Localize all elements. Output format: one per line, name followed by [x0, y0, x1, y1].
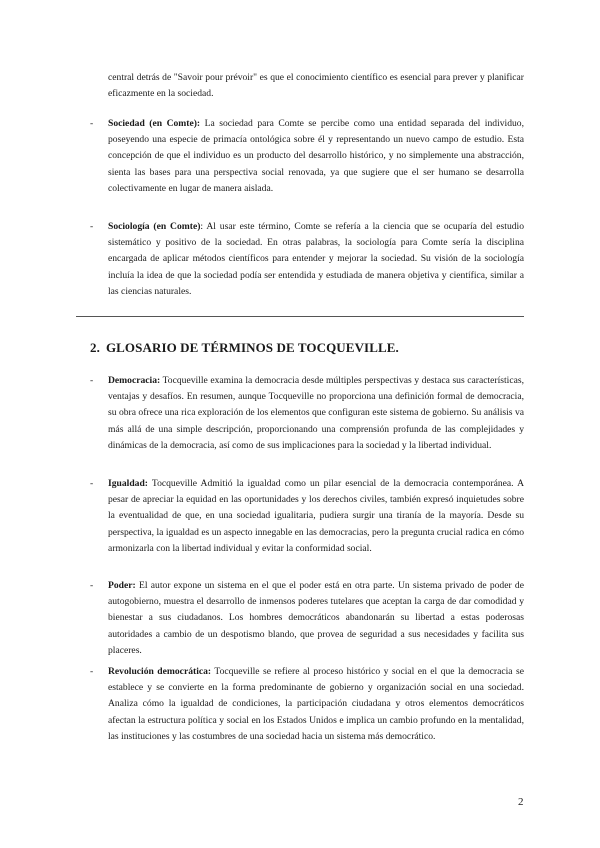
- glossary-entry-text: [108, 664, 524, 745]
- glossary-definition: : Al usar este término, Comte se refería a la ciencia que se ocuparía del estudio sistemático y positivo de la sociedad. En otras palabras, la sociología para Comte sería la disciplina encargada de aplicar métodos científicos para entender y mejorar la sociedad. Su visión de la sociología incluía la idea de que la sociedad podía ser entendida y estudiada de manera objetiva y científica, similar a las ciencias naturales.: [108, 221, 524, 297]
- glossary-entry-text: [108, 578, 524, 659]
- glossary-definition: El autor expone un sistema en el que el poder está en otra parte. Un sistema privado de poder de autogobierno, muestra el desarrollo de inmensos poderes tutelares que aceptan la carga de dar comodidad y bienestar a sus ciudadanos. Los hombres democráticos abandonarán su libertad a estas poderosas autoridades a cambio de un despotismo blando, que provea de seguridad a sus necesidades y facilita sus placeres.: [108, 580, 524, 656]
- glossary-item-igualdad: [90, 476, 524, 557]
- glossary-item-poder: [90, 578, 524, 659]
- glossary-item-sociologia: [90, 219, 524, 300]
- glossary-term: Sociología (en Comte): [108, 221, 201, 232]
- section-number: 2.: [90, 340, 100, 355]
- section-heading: [90, 340, 399, 356]
- section-divider: [76, 316, 524, 317]
- glossary-item-sociedad: [90, 116, 524, 197]
- continuation-paragraph: central detrás de "Savoir pour prévoir" es que el conocimiento científico es esencial para prever y planificar eficazmente en la sociedad.: [108, 72, 524, 100]
- glossary-term: Poder:: [108, 580, 136, 591]
- glossary-term: Igualdad:: [108, 478, 148, 489]
- glossary-term: Democracia:: [108, 375, 161, 386]
- glossary-term: Sociedad (en Comte):: [108, 118, 201, 129]
- bullet-dash: -: [90, 375, 94, 386]
- glossary-item-democracia: [90, 373, 524, 454]
- glossary-entry-text: [108, 373, 524, 454]
- glossary-definition: Tocqueville Admitió la igualdad como un pilar esencial de la democracia contemporánea. A pesar de apreciar la equidad en las oportunidades y los derechos civiles, también expresó inquietudes sobre la eventualidad de que, en una sociedad igualitaria, pudiera surgir una tiranía de la mayoría. Desde su perspectiva, la igualdad es un aspecto innegable en las democracias, pero la pregunta crucial radica en cómo armonizarla con la libertad individual y evitar la conformidad social.: [108, 478, 524, 554]
- glossary-entry-text: [108, 476, 524, 557]
- glossary-item-revolucion-democratica: [90, 664, 524, 745]
- bullet-dash: -: [90, 221, 94, 232]
- glossary-definition: La sociedad para Comte se percibe como una entidad separada del individuo, poseyendo una especie de primacía ontológica sobre él y representando un nuevo campo de estudio. Esta concepción de que el individuo es un producto del desarrollo histórico, y no simplemente una abstracción, sienta las bases para una perspectiva social renovada, ya que sugiere que el ser humano se desarrolla colectivamente en lugar de manera aislada.: [108, 118, 524, 194]
- glossary-definition: Tocqueville examina la democracia desde múltiples perspectivas y destaca sus características, ventajas y desafíos. En resumen, aunque Tocqueville no proporciona una definición formal de democracia, su obra ofrece una rica exploración de los elementos que configuran este sistema de gobierno. Su análisis va más allá de una simple descripción, proporcionando una comprensión profunda de las complejidades y dinámicas de la democracia, así como de sus implicaciones para la sociedad y la libertad individual.: [108, 375, 524, 451]
- bullet-dash: -: [90, 118, 94, 129]
- bullet-dash: -: [90, 478, 94, 489]
- glossary-entry-text: [108, 219, 524, 300]
- section-title: GLOSARIO DE TÉRMINOS DE TOCQUEVILLE.: [105, 340, 399, 355]
- glossary-term: Revolución democrática:: [108, 666, 212, 677]
- bullet-dash: -: [90, 580, 94, 591]
- page-number: 2: [518, 796, 524, 808]
- glossary-definition: Tocqueville se refiere al proceso histórico y social en el que la democracia se establece y se convierte en la forma predominante de gobierno y organización social en una sociedad. Analiza cómo la igualdad de condiciones, la participación ciudadana y otros elementos democráticos afectan la estructura política y social en los Estados Unidos e implica un cambio profundo en la mentalidad, las instituciones y las costumbres de una sociedad hacia un sistema más democrático.: [108, 666, 524, 742]
- glossary-entry-text: [108, 116, 524, 197]
- bullet-dash: -: [90, 666, 94, 677]
